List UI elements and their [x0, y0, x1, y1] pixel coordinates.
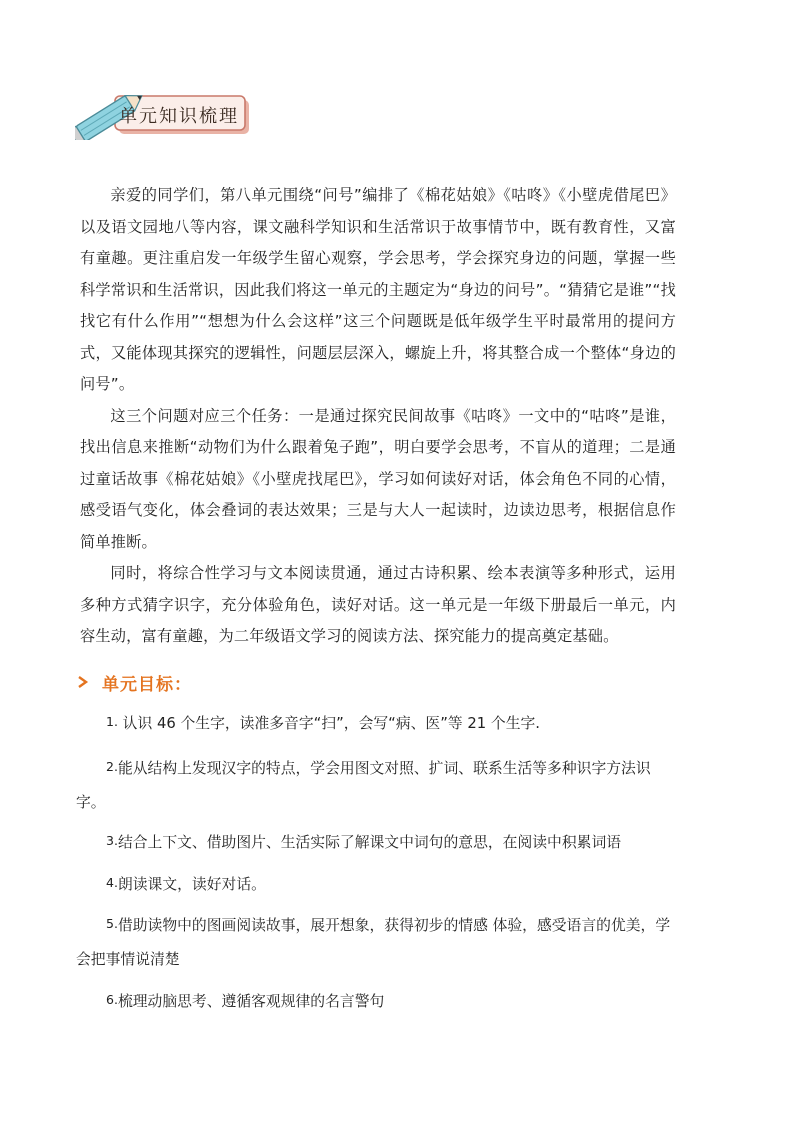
- goal-text: 借助读物中的图画阅读故事，展开想象，获得初步的情感 体验，感受语言的优美，学会把事情说清楚: [76, 917, 671, 968]
- page-title: 单元知识梳理: [119, 106, 239, 127]
- goals-heading-label: 单元目标：: [102, 674, 192, 695]
- goal-number: 2.: [106, 759, 118, 774]
- chevron-right-icon: [76, 675, 90, 689]
- goal-item-6: [106, 983, 678, 1019]
- goal-number: 6.: [106, 992, 118, 1007]
- intro-paragraph-3: 同时，将综合性学习与文本阅读贯通，通过古诗积累、绘本表演等多种形式，运用多种方式猜字识字，充分体验角色，读好对话。这一单元是一年级下册最后一单元，内容生动，富有童趣，为二年级语文学习的阅读方法、探究能力的提高奠定基础。: [80, 564, 676, 645]
- goal-number: 4.: [106, 875, 118, 890]
- section-banner: [75, 80, 255, 140]
- goal-text: 结合上下文、借助图片、生活实际了解课文中词句的意思，在阅读中积累词语: [117, 834, 622, 851]
- intro-section: [80, 180, 676, 653]
- intro-paragraph-2: 这三个问题对应三个任务：一是通过探究民间故事《咕咚》一文中的“咕咚”是谁，找出信息来推断“动物们为什么跟着兔子跑”，明白要学会思考，不盲从的道理；二是通过童话故事《棉花姑娘》《小壁虎找尾巴》，学习如何读好对话，体会角色不同的心情，感受语气变化，体会叠词的表达效果；三是与大人一起读时，边读边思考，根据信息作简单推断。: [80, 406, 676, 551]
- goal-item-2: [76, 750, 678, 820]
- goal-item-5: [76, 907, 678, 977]
- goal-text: 能从结构上发现汉字的特点，学会用图文对照、扩词、联系生活等多种识字方法识字。: [76, 760, 651, 811]
- goal-text: 梳理动脑思考、遵循客观规律的名言警句: [117, 993, 385, 1010]
- goal-number: 5.: [106, 916, 118, 931]
- goals-heading: [76, 668, 192, 696]
- goal-item-1: [106, 705, 678, 741]
- goal-text: 朗读课文，读好对话。: [117, 876, 266, 893]
- goal-number: 3.: [106, 833, 118, 848]
- intro-paragraph-1: 亲爱的同学们，第八单元围绕“问号”编排了《棉花姑娘》《咕咚》《小壁虎借尾巴》以及语文园地八等内容，课文融科学知识和生活常识于故事情节中，既有教育性，又富有童趣。更注重启发一年级学生留心观察，学会思考，学会探究身边的问题，掌握一些科学常识和生活常识，因此我们将这一单元的主题定为“身边的问号”。“猜猜它是谁”“找找它有什么作用”“想想为什么会这样”这三个问题既是低年级学生平时最常用的提问方式，又能体现其探究的逻辑性，问题层层深入，螺旋上升，将其整合成一个整体“身边的问号”。: [80, 186, 676, 393]
- goal-item-3: [106, 824, 678, 860]
- goal-number: 1.: [106, 714, 118, 729]
- goal-text: 认识 46 个生字，读准多音字“扫”，会写“病、医”等 21 个生字.: [117, 715, 541, 732]
- goal-item-4: [106, 866, 678, 902]
